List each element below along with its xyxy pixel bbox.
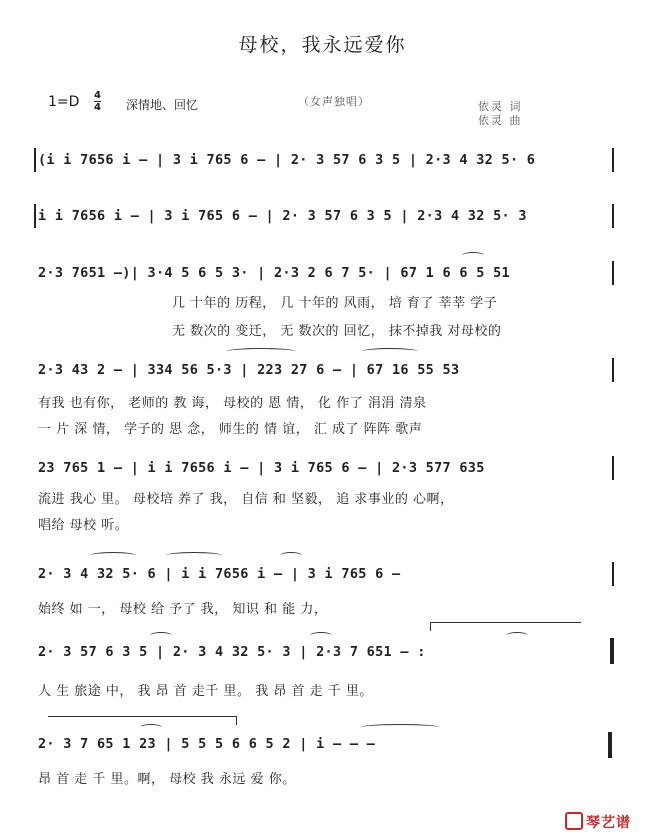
slur [362, 348, 418, 355]
lyric-line-8: 昂 首 走 千 里。啊， 母校 我 永远 爱 你。 [38, 772, 296, 787]
slur [140, 724, 162, 731]
slur [280, 552, 302, 559]
score-line-4: 2·3 43 2 – | 334 56 5·3 | 223 27 6 – | 67 16 55 53 [38, 362, 460, 378]
lyric-line-5b: 唱给 母校 听。 [38, 518, 129, 533]
lyricist-credit: 依灵 词 [478, 100, 523, 113]
final-barline [608, 732, 612, 758]
score-line-6: 2· 3 4 32 5· 6 | i i 7656 i – | 3 i 765 6 – [38, 566, 401, 582]
repeat-barline [610, 638, 614, 664]
barline [612, 261, 614, 285]
slur [310, 632, 332, 639]
barline [612, 204, 614, 228]
watermark-logo [565, 812, 631, 832]
lyric-line-4b: 一 片 深 情， 学子的 思 念， 师生的 情 谊， 汇 成了 阵阵 歌声 [38, 422, 423, 437]
score-line-2: i i 7656 i – | 3 i 765 6 – | 2· 3 57 6 3 5 | 2·3 4 32 5· 3 [38, 208, 527, 224]
key-signature: 1=D [48, 94, 80, 110]
lyric-line-4a: 有我 也有你， 老师的 教 诲， 母校的 恩 情， 化 作了 涓涓 清泉 [38, 396, 427, 411]
slur [506, 632, 528, 639]
score-line-1: (i i 7656 i – | 3 i 765 6 – | 2· 3 57 6 3 5 | 2·3 4 32 5· 6 [38, 152, 536, 168]
score-line-7: 2· 3 57 6 3 5 | 2· 3 4 32 5· 3 | 2·3 7 651 – : [38, 644, 426, 660]
song-title: 母校，我永远爱你 [238, 34, 407, 56]
performance-note: （女声独唱） [298, 95, 370, 108]
barline [612, 456, 614, 480]
time-signature [94, 90, 101, 113]
barline [612, 562, 614, 586]
volta-bracket [48, 716, 237, 725]
slur [166, 552, 222, 559]
volta-bracket [430, 622, 581, 631]
score-line-5: 23 765 1 – | i i 7656 i – | 3 i 765 6 – | 2·3 577 635 [38, 460, 485, 476]
logo-icon [565, 812, 583, 830]
slur [150, 632, 172, 639]
barline [612, 148, 614, 172]
score-line-3: 2·3 7651 –)| 3·4 5 6 5 3· | 2·3 2 6 7 5· | 67 1 6 6 5 51 [38, 265, 510, 281]
barline [34, 204, 36, 228]
slur [90, 552, 136, 559]
time-signature-bottom: 4 [94, 102, 101, 113]
lyric-line-6: 始终 如 一， 母校 给 予了 我， 知识 和 能 力， [38, 602, 328, 617]
tempo-mood: 深情地、回忆 [126, 98, 199, 112]
slur [462, 252, 484, 259]
lyric-line-7: 人 生 旅途 中， 我 昂 首 走千 里。 我 昂 首 走 千 里。 [38, 684, 373, 699]
time-signature-top: 4 [94, 90, 101, 101]
score-line-8: 2· 3 7 65 1 23 | 5 5 5 6 6 5 2 | i – – – [38, 736, 376, 752]
barline [34, 148, 36, 172]
slur [360, 724, 440, 731]
lyric-line-5a: 流进 我心 里。 母校培 养了 我， 自信 和 坚毅， 追 求事业的 心啊， [38, 492, 454, 507]
lyric-line-3b: 无 数次的 变迁， 无 数次的 回忆， 抹不掉我 对母校的 [172, 324, 502, 339]
barline [612, 358, 614, 382]
watermark-text: 琴艺谱 [586, 815, 631, 831]
lyric-line-3a: 几 十年的 历程， 几 十年的 风雨， 培 育了 莘莘 学子 [172, 296, 498, 311]
slur [226, 348, 296, 355]
composer-credit: 依灵 曲 [478, 114, 523, 127]
